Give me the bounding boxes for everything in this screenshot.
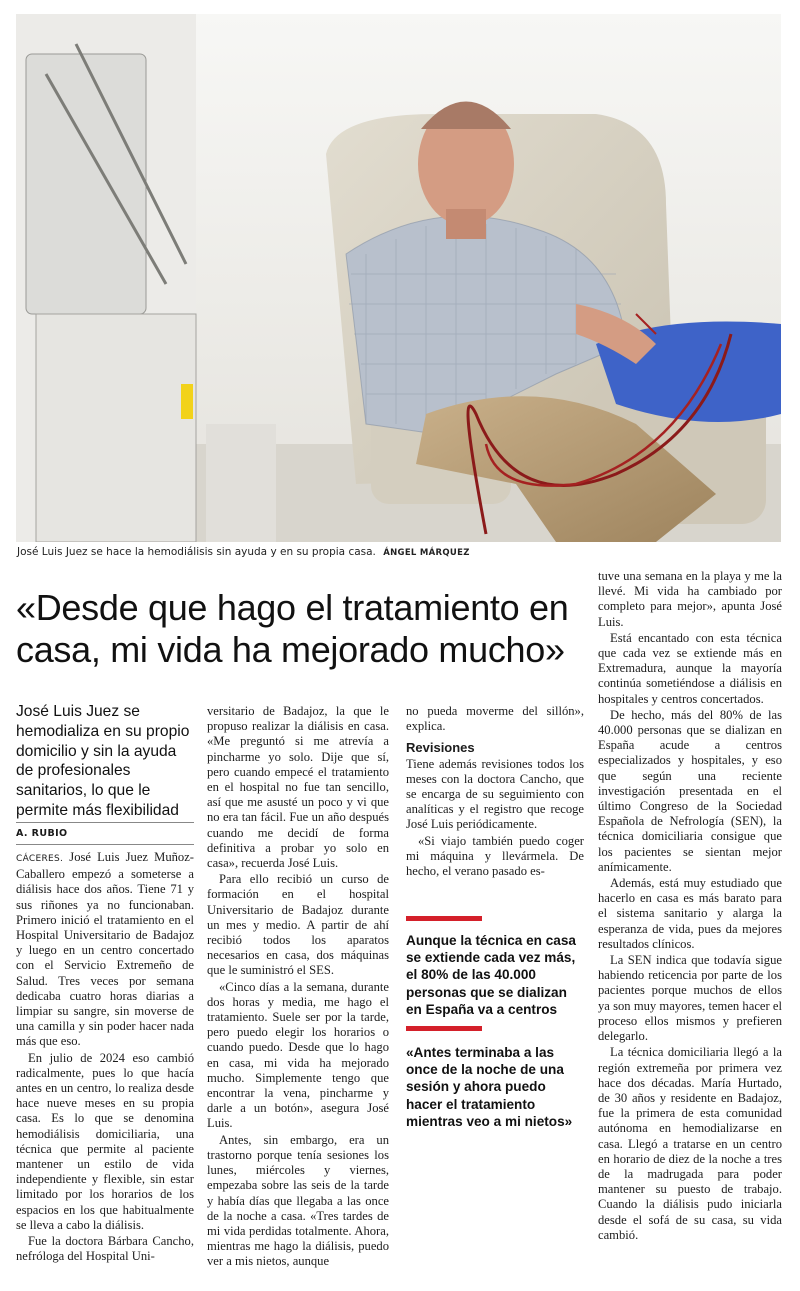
photo-credit: ÁNGEL MÁRQUEZ [383,548,470,558]
caption-text: José Luis Juez se hace la hemodiálisis sin ayuda y en su propia casa. [17,546,376,558]
headline-line-2: casa, mi vida ha mejorado mucho» [16,629,565,670]
paragraph: La técnica domiciliaria llegó a la región extremeña por primera vez hace dos décadas. María Hurtado, de 30 años y residente en Badajoz, fue la primera de esta comunidad autónoma en hemodializarse en casa. Llegó a tratarse en un centro en horario de diez de la noche a tres de la madrugada para poder mantener su puesto de trabajo. Cuando la diálisis pudo iniciarla desde el sofá de su casa, su vida cambió. [598,1045,782,1242]
byline: A. RUBIO [16,828,68,839]
paragraph: no pueda moverme del sillón», explica. [406,704,584,734]
paragraph: Para ello recibió un curso de formación en el hospital Universitario de Badajoz durante un mes y medio. A partir de ahí recibió todos los aparatos necesarios en casa, dos máquinas que le suministró el SES. [207,872,389,978]
paragraph-text: José Luis Juez Muñoz-Caballero empezó a someterse a diálisis hace dos años. Tiene 71 y sus riñones ya no funcionaban. Primero inició el tratamiento en el Hospital Universitario de Badajoz y luego en un centro concertado con el Servicio Extremeño de Salud. Tres veces por semana dedicaba cuatro horas diarias a limpiar su sangre, sin moverse de una camilla y sin poder hacer nada más que eso. [16,850,194,1049]
paragraph: Además, está muy estudiado que hacerlo en casa es más barato para el sistema sanitario y alarga la esperanza de vida, pues da mejores resultados clínicos. [598,876,782,951]
deck: José Luis Juez se hemodializa en su propio domicilio y sin la ayuda de profesionales sanitarios, lo que le permite más flexibilidad [16,703,190,819]
paragraph: De hecho, más del 80% de las 40.000 personas que se dializan en España acude a centros especializados y hospitales, y eso que según una reciente investigación presentada en el último Congreso de la Sociedad Española de Nefrología (SEN), la técnica domiciliaria consigue que los pacientes se sientan mejor anímicamente. [598,707,782,874]
divider [16,822,194,823]
article-photo [16,14,781,542]
column-4 [598,569,782,1244]
subhead: Revisiones [406,740,475,756]
paragraph: «Si viajo también puedo coger mi máquina y llevármela. De hecho, el verano pasado es- [406,833,584,879]
paragraph: Está encantado con esta técnica que cada vez se extiende más en Extremadura, aunque la mayoría continúa sometiéndose a diálisis en hospitales y centros concertados. [598,630,782,706]
paragraph: «Cinco días a la semana, durante dos horas y media, me hago el tratamiento. Suele ser por la tarde, pero puedo elegir los horarios o cuando puedo. Desde que lo hago en casa, mi vida ha mejorado mucho. Simplemente tengo que encontrar la vena, pincharme y darle a un botón», asegura José Luis. [207,979,389,1131]
headline-line-1: «Desde que hago el tratamiento en [16,587,569,628]
paragraph: Fue la doctora Bárbara Cancho, nefróloga del Hospital Uni- [16,1234,194,1264]
pullquote-2: «Antes terminaba a las once de la noche de una sesión y ahora puedo hacer el tratamiento mientras veo a mi nietos» [406,1045,573,1129]
hemodialysis-photo-illustration [16,14,781,542]
photo-caption [17,546,777,558]
dateline: CÁCERES. [16,854,64,864]
paragraph: Tiene además revisiones todos los meses con la doctora Cancho, que se encarga de su seguimiento con analíticas y el registro que recoge José Luis periódicamente. [406,756,584,832]
paragraph: La SEN indica que todavía sigue habiendo reticencia por parte de los pacientes porque muchos de ellos ya son muy mayores, temen hacer el proceso ellos mismos y prefieren delegarlo. [598,953,782,1044]
pullquote-bar [406,916,482,921]
paragraph [16,850,194,1050]
column-1 [16,850,194,1265]
pullquote-1: Aunque la técnica en casa se extiende cada vez más, el 80% de las 40.000 personas que se dializan en España va a centros [406,933,576,1017]
paragraph: versitario de Badajoz, la que le propuso realizar la diálisis en casa. «Me preguntó si me atrevía a pincharme yo solo. Dije que sí, pero cuando empecé el tratamiento en el hospital no fue tan sencillo, así que me asusté un poco y vi que no era tan fácil. Fue un año después cuando me decidí de forma definitiva a probar yo solo en casa», recuerda José Luis. [207,704,389,871]
pullquote-bar [406,1026,482,1031]
paragraph: tuve una semana en la playa y me la llevé. Mi vida ha cambiado por completo para mejor», apunta José Luis. [598,569,782,629]
column-3 [406,704,584,880]
column-2 [207,704,389,1271]
headline [16,587,596,671]
divider [16,844,194,845]
paragraph: En julio de 2024 eso cambió radicalmente, pues lo que hacía antes en un centro, lo realiza desde hace nueve meses en su propia casa. Es lo que se denomina hemodiálisis domiciliaria, una técnica que permite al paciente mantener un estilo de vida independiente y flexible, sin estar limitado por los horarios de los espacios en los que habitualmente se lleva a cabo la diálisis. [16,1050,194,1232]
paragraph: Antes, sin embargo, era un trastorno porque tenía sesiones los lunes, miércoles y viernes, empezaba sobre las seis de la tarde y había días que llegaba a las once de la noche a casa. «Tres tardes de mi vida perdidas totalmente. Ahora, mientras me hago la diálisis, puedo ver a mis nietos, aunque [207,1132,389,1269]
